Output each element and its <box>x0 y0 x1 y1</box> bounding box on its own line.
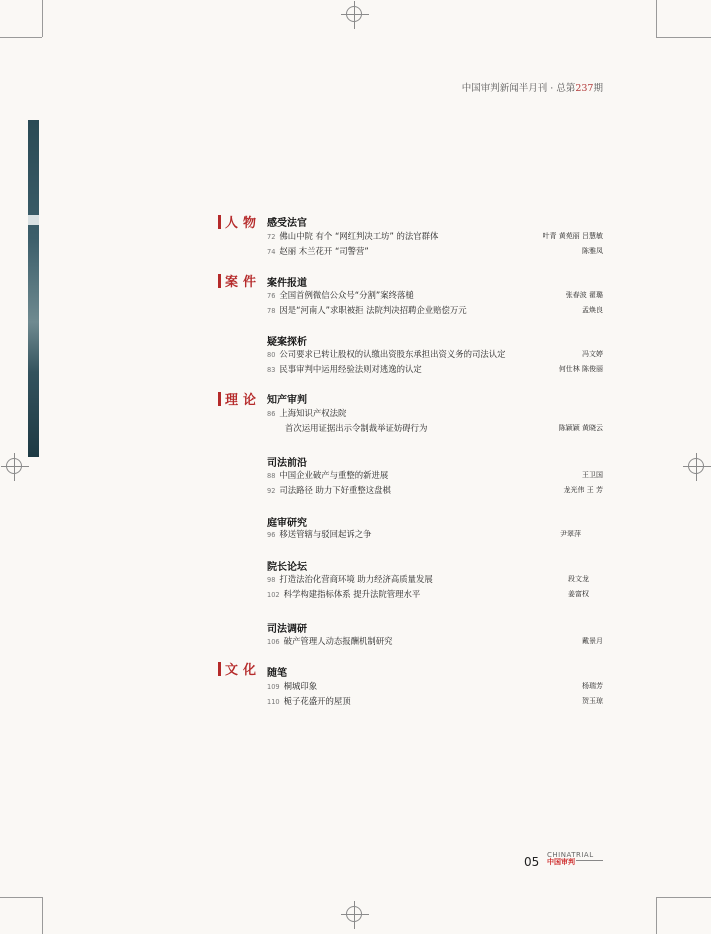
section-theory <box>218 389 261 408</box>
section-people <box>218 212 261 231</box>
entry-author: 段文龙 <box>568 575 589 583</box>
entry-page: 110 <box>267 698 280 706</box>
entry-page: 78 <box>267 307 276 315</box>
registration-mark <box>346 6 362 22</box>
entry-author: 戴景月 <box>582 637 603 645</box>
toc-entry[interactable] <box>267 695 607 709</box>
toc-entry[interactable] <box>267 680 607 694</box>
header-text: 中国审判新闻半月刊 · 总第 <box>461 83 576 94</box>
category-heading: 感受法官 <box>267 218 307 229</box>
entry-page: 80 <box>267 351 276 359</box>
running-header <box>462 80 603 94</box>
registration-mark <box>346 906 362 922</box>
registration-mark <box>6 458 22 474</box>
toc-entry[interactable] <box>267 304 607 318</box>
entry-title: 赵丽 木兰花开 “司警营” <box>279 246 369 256</box>
toc-entry[interactable] <box>267 245 607 259</box>
entry-title: 移送管辖与驳回起诉之争 <box>279 529 372 539</box>
toc-entry[interactable] <box>267 635 607 649</box>
china-trial-logo <box>547 852 594 866</box>
category-heading: 司法调研 <box>267 624 307 635</box>
entry-author: 贺玉琼 <box>582 697 603 705</box>
registration-mark <box>688 458 704 474</box>
entry-author: 何仕林 陈俊丽 <box>558 365 603 373</box>
entry-title: 科学构建指标体系 提升法院管理水平 <box>283 589 421 599</box>
page-number: 05 <box>524 855 540 869</box>
toc-entry[interactable] <box>281 422 607 436</box>
entry-page: 86 <box>267 410 276 418</box>
category-heading: 随笔 <box>267 668 287 679</box>
crop-mark <box>42 897 43 934</box>
entry-page: 92 <box>267 487 276 495</box>
header-suffix: 期 <box>593 83 603 94</box>
entry-author: 叶青 黄苑丽 吕慧敏 <box>542 232 603 240</box>
entry-page: 76 <box>267 292 276 300</box>
category-heading: 庭审研究 <box>267 518 307 529</box>
entry-title: 打造法治化营商环境 助力经济高质量发展 <box>279 574 433 584</box>
entry-title: 公司要求已转让股权的认缴出资股东承担出资义务的司法认定 <box>279 349 506 359</box>
cover-photo-strip <box>28 120 39 457</box>
entry-author: 孟焕良 <box>582 306 603 314</box>
toc-entry[interactable] <box>267 528 607 542</box>
entry-author: 姜富权 <box>568 590 589 598</box>
entry-author: 王卫国 <box>582 471 603 479</box>
crop-mark <box>656 37 711 38</box>
entry-author: 张春波 翟璐 <box>565 291 603 299</box>
section-bar <box>218 662 221 676</box>
entry-title: 民事审判中运用经验法则对逃逸的认定 <box>279 364 422 374</box>
toc-entry[interactable] <box>267 363 607 377</box>
entry-author: 陈雅凤 <box>582 247 603 255</box>
footer-rule <box>576 860 603 861</box>
crop-mark <box>656 897 711 898</box>
section-culture <box>218 659 261 678</box>
category-heading: 司法前沿 <box>267 458 307 469</box>
entry-author: 龙光伟 王 芳 <box>563 486 603 494</box>
toc-entry[interactable] <box>267 289 607 303</box>
entry-title: 破产管理人动态报酬机制研究 <box>283 636 393 646</box>
entry-page: 109 <box>267 683 280 691</box>
entry-title: 司法路径 助力下好重整这盘棋 <box>279 485 391 495</box>
entry-title: 因是“河南人”求职被拒 法院判决招聘企业赔偿万元 <box>279 305 467 315</box>
toc-entry[interactable] <box>267 573 607 587</box>
section-bar <box>218 215 221 229</box>
crop-mark <box>0 897 42 898</box>
toc-entry[interactable] <box>267 469 607 483</box>
category-heading: 知产审判 <box>267 395 307 406</box>
entry-page: 74 <box>267 248 276 256</box>
section-label: 理论 <box>225 393 262 408</box>
logo-english: CHINATRIAL <box>547 851 594 859</box>
section-label: 案件 <box>225 275 262 290</box>
entry-title: 首次运用证据出示令制裁举证妨碍行为 <box>285 423 428 433</box>
issue-number: 237 <box>575 83 594 94</box>
crop-mark <box>656 897 657 934</box>
entry-page: 83 <box>267 366 276 374</box>
entry-page: 98 <box>267 576 276 584</box>
toc-entry[interactable] <box>267 348 607 362</box>
crop-mark <box>42 0 43 37</box>
entry-title: 全国首例微信公众号“分割”案终落槌 <box>279 290 414 300</box>
entry-author: 尹翠萍 <box>560 530 581 538</box>
entry-author: 陈颖颖 黄晓云 <box>558 424 603 432</box>
entry-page: 106 <box>267 638 280 646</box>
entry-title: 佛山中院 有个 “网红判决工坊” 的法官群体 <box>279 231 439 241</box>
entry-page: 72 <box>267 233 276 241</box>
entry-author: 杨瑞芳 <box>582 682 603 690</box>
section-bar <box>218 274 221 288</box>
category-heading: 院长论坛 <box>267 562 307 573</box>
entry-page: 96 <box>267 531 276 539</box>
entry-page: 88 <box>267 472 276 480</box>
section-label: 人物 <box>225 216 262 231</box>
crop-mark <box>0 37 42 38</box>
toc-entry[interactable] <box>267 230 607 244</box>
section-cases <box>218 271 261 290</box>
entry-title: 上海知识产权法院 <box>279 408 347 418</box>
section-bar <box>218 392 221 406</box>
entry-title: 桐城印象 <box>283 681 318 691</box>
section-label: 文化 <box>225 663 262 678</box>
category-heading: 疑案探析 <box>267 337 307 348</box>
crop-mark <box>656 0 657 37</box>
toc-entry[interactable] <box>267 484 607 498</box>
entry-title: 栀子花盛开的屋顶 <box>283 696 351 706</box>
entry-title: 中国企业破产与重整的新进展 <box>279 470 389 480</box>
entry-author: 冯文婷 <box>582 350 603 358</box>
entry-page: 102 <box>267 591 280 599</box>
category-heading: 案件报道 <box>267 278 307 289</box>
toc-entry[interactable] <box>267 588 607 602</box>
toc-entry[interactable] <box>267 407 607 421</box>
logo-chinese: 中国审判 <box>547 858 575 866</box>
